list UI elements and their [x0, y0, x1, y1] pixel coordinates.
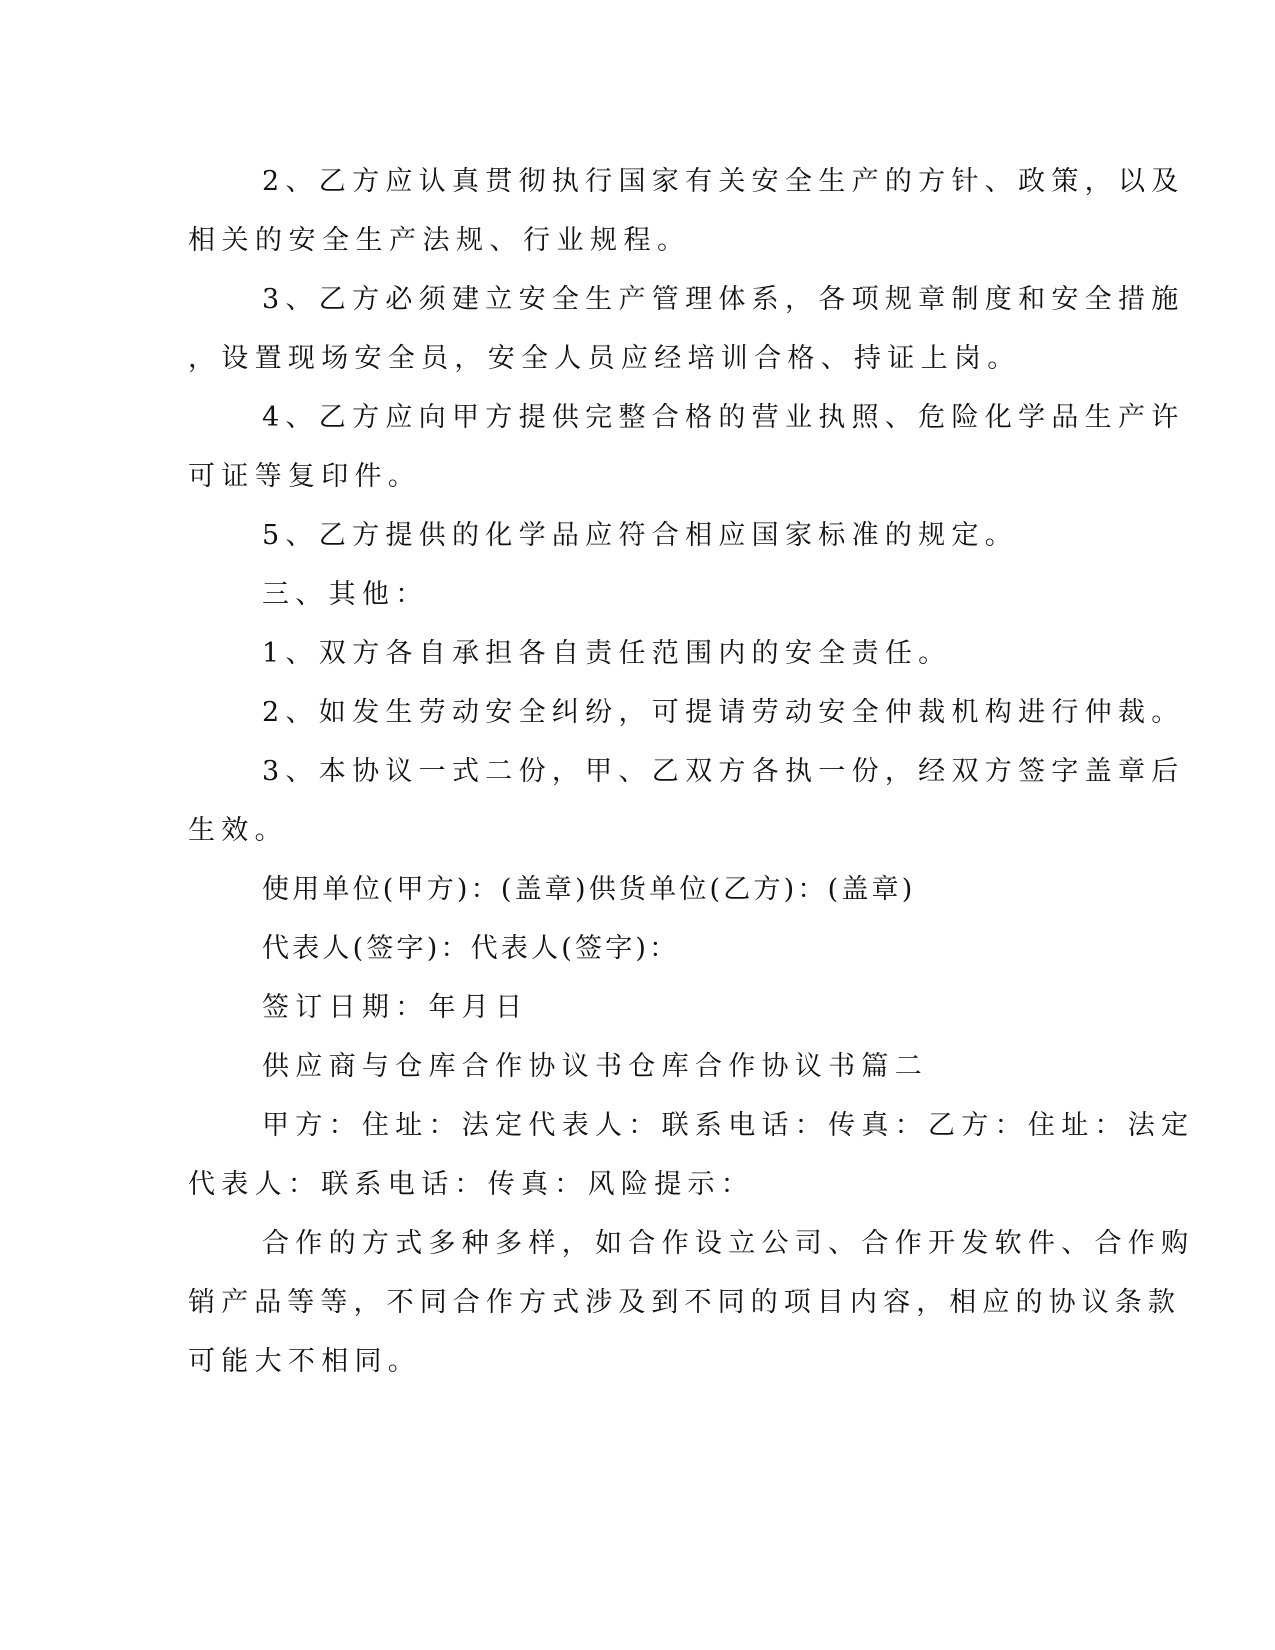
clause-4-line-2: 可证等复印件。: [188, 461, 422, 492]
section-heading-part-two: 供应商与仓库合作协议书仓库合作协议书篇二: [262, 1051, 928, 1082]
clause-5: 5、乙方提供的化学品应符合相应国家标准的规定。: [262, 520, 1019, 551]
parties-line-1: 甲方：住址：法定代表人：联系电话：传真：乙方：住址：法定: [262, 1110, 1195, 1141]
clause-2-line-2: 相关的安全生产法规、行业规程。: [188, 225, 691, 256]
signature-units-line: 使用单位(甲方)：(盖章)供货单位(乙方)：(盖章): [262, 874, 916, 905]
risk-paragraph-line-2: 销产品等等，不同合作方式涉及到不同的项目内容，相应的协议条款: [188, 1287, 1181, 1318]
risk-paragraph-line-1: 合作的方式多种多样，如合作设立公司、合作开发软件、合作购: [262, 1228, 1195, 1259]
clause-2-line-1: 2、乙方应认真贯彻执行国家有关安全生产的方针、政策，以及: [262, 166, 1185, 197]
other-clause-1: 1、双方各自承担各自责任范围内的安全责任。: [262, 638, 952, 669]
signing-date-line: 签订日期：年月日: [262, 992, 529, 1023]
representative-line: 代表人(签字)：代表人(签字)：: [262, 933, 680, 964]
clause-3-line-1: 3、乙方必须建立安全生产管理体系，各项规章制度和安全措施: [262, 284, 1185, 315]
clause-3-line-2: ，设置现场安全员，安全人员应经培训合格、持证上岗。: [188, 343, 1021, 374]
risk-paragraph-line-3: 可能大不相同。: [188, 1346, 422, 1377]
section-three-heading: 三、其他：: [262, 579, 429, 610]
parties-line-2: 代表人：联系电话：传真：风险提示：: [188, 1169, 755, 1200]
other-clause-3-line-1: 3、本协议一式二份，甲、乙双方各执一份，经双方签字盖章后: [262, 756, 1185, 787]
other-clause-3-line-2: 生效。: [188, 815, 288, 846]
clause-4-line-1: 4、乙方应向甲方提供完整合格的营业执照、危险化学品生产许: [262, 402, 1185, 433]
other-clause-2: 2、如发生劳动安全纠纷，可提请劳动安全仲裁机构进行仲裁。: [262, 697, 1185, 728]
